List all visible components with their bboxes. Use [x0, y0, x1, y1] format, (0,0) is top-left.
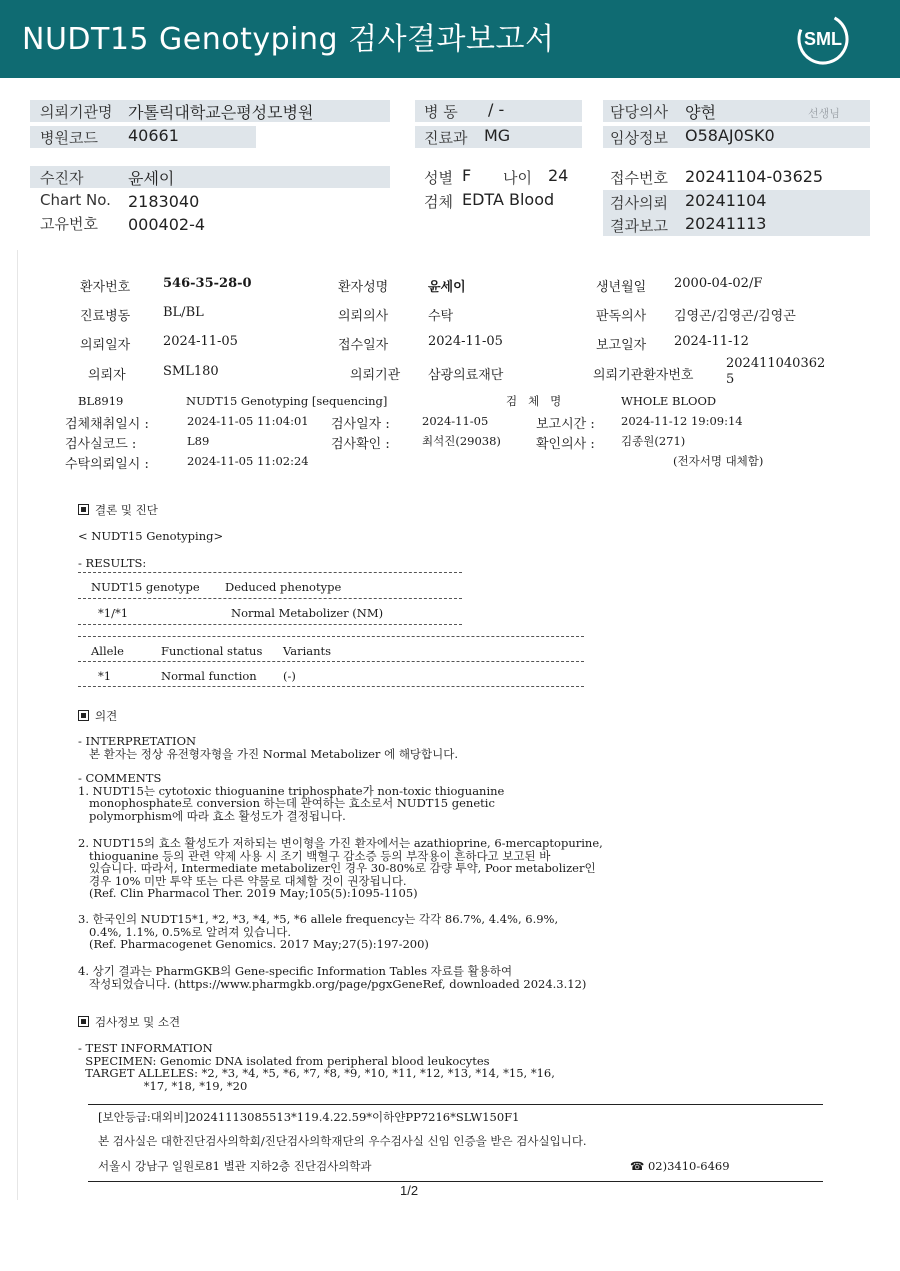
interpretation: - INTERPRETATION 본 환자는 정상 유전형자형을 가진 Normal Metabolizer 에 해당합니다.	[78, 734, 459, 761]
reception-no-value: 20241104-03625	[685, 167, 824, 186]
table2-header-allele: Allele	[91, 644, 124, 658]
comment-2: 2. NUDT15의 효소 활성도가 저하되는 변이형을 가진 환자에서는 azathioprine, 6-mercaptopurine, thioguanine 등의 관련 약제 사용 시 조기 백혈구 감소증 등의 부작용이 흔하다고 보고된 바 있습니다. 따라서, Intermediate metabolizer인 경우 30-80%로 감량 투약, Poor metabolizer인 경우 10% 미만 투약 또는 다른 약물로 대체할 것이 권장됩니다. (Ref. Clin Pharmacol Ther. 2019 May;105(5):1095-1105)	[78, 836, 603, 900]
report-time-label: 보고시간 :	[536, 417, 595, 432]
section-testinfo: 검사정보 및 소견	[78, 1016, 180, 1029]
dob-value: 2000-04-02/F	[674, 276, 763, 291]
age-label: 나이	[503, 169, 532, 187]
chart-value: 2183040	[128, 192, 200, 211]
test-name: NUDT15 Genotyping [sequencing]	[186, 394, 388, 408]
clinical-label: 임상정보	[610, 129, 668, 147]
reader-label: 판독의사	[596, 309, 647, 324]
doctor-suffix: 선생님	[808, 107, 840, 120]
section-opinion: 의견	[78, 710, 117, 723]
header-banner	[0, 0, 900, 78]
institution-label: 의뢰기관명	[40, 103, 113, 121]
room-label: 검사실코드 :	[65, 437, 137, 452]
consign-label: 수탁의뢰일시 :	[65, 457, 149, 472]
table2-variants: (-)	[283, 669, 296, 683]
report-time-value: 2024-11-12 19:09:14	[621, 414, 743, 428]
table1-genotype: *1/*1	[98, 606, 129, 620]
comments-1: - COMMENTS 1. NUDT15는 cytotoxic thioguanine triphosphate가 non-toxic thioguanine monophosphate로 conversion 하는데 관여하는 효소로서 NUDT15 genetic polymorphism에 따라 효소 활성도가 결정됩니다.	[78, 771, 505, 823]
inst-pid-value-1: 202411040362	[726, 356, 826, 371]
ward-value: / -	[488, 100, 505, 119]
institution-value: 가톨릭대학교은평성모병원	[128, 103, 314, 122]
svg-text:SML: SML	[804, 29, 842, 49]
result-label: 결과보고	[610, 217, 668, 235]
doctor-value: 양현	[685, 103, 716, 122]
table1-top-rule	[78, 572, 462, 573]
pid-label: 환자번호	[80, 280, 131, 295]
table1-bottom-rule	[78, 624, 462, 625]
security-line: [보안등급:대외비]20241113085513*119.4.22.59*이하얀PP7216*SLW150F1	[98, 1110, 520, 1124]
pid-value: 546-35-28-0	[163, 276, 252, 291]
rep-date-value: 2024-11-12	[674, 334, 749, 349]
rec-date-value: 2024-11-05	[428, 334, 503, 349]
inst-label: 의뢰기관	[350, 368, 401, 383]
ward2-value: BL/BL	[163, 305, 204, 320]
rep-date-label: 보고일자	[596, 338, 647, 353]
dob-label: 생년월일	[596, 280, 647, 295]
dept-value: MG	[484, 126, 511, 145]
hospital-code-value: 40661	[128, 126, 179, 145]
dept-label: 진료과	[424, 129, 468, 147]
requester-label: 의뢰자	[88, 368, 126, 383]
table1-header-phenotype: Deduced phenotype	[225, 580, 342, 594]
footer-top-rule	[88, 1104, 823, 1105]
pname-label: 환자성명	[338, 280, 389, 295]
results-label: - RESULTS:	[78, 556, 147, 570]
table2-function: Normal function	[161, 669, 257, 683]
report-document	[17, 250, 884, 1200]
table2-header-variants: Variants	[283, 644, 332, 658]
req-doc-label: 의뢰의사	[338, 309, 389, 324]
confirm-value: 최석진(29038)	[422, 434, 501, 448]
ward2-label: 진료병동	[80, 309, 131, 324]
comment-4: 4. 상기 결과는 PharmGKB의 Gene-specific Information Tables 자료를 활용하여 작성되었습니다. (https://www.pharmgkb.org/page/pgxGeneRef, downloaded 2024.3.12)	[78, 964, 587, 991]
table1-phenotype: Normal Metabolizer (NM)	[231, 606, 384, 620]
test-date-value: 2024-11-05	[422, 414, 489, 428]
patient-value: 윤세이	[128, 169, 175, 188]
sml-logo	[796, 12, 850, 66]
phone-line: ☎ 02)3410-6469	[630, 1159, 730, 1173]
section-bullet-icon	[78, 710, 89, 721]
specimen-label: 검체	[424, 193, 453, 211]
esign-note: (전자서명 대체함)	[673, 454, 764, 468]
footer-bottom-rule	[88, 1181, 823, 1182]
rec-date-label: 접수일자	[338, 338, 389, 353]
patient-row-bg	[30, 166, 390, 188]
test-date-label: 검사일자 :	[331, 417, 390, 432]
patient-label: 수진자	[40, 169, 84, 187]
request-value: 20241104	[685, 191, 767, 210]
section-bullet-icon	[78, 1016, 89, 1027]
test-information: - TEST INFORMATION SPECIMEN: Genomic DNA isolated from peripheral blood leukocytes TARGET ALLELES: *2, *3, *4, *5, *6, *7, *8, *9, *10, *11, *12, *13, *14, *15, *16, *17, *18, *19, *20	[78, 1041, 555, 1093]
hospital-code-label: 병원코드	[40, 129, 98, 147]
comment-3: 3. 한국인의 NUDT15*1, *2, *3, *4, *5, *6 allele frequency는 각각 86.7%, 4.4%, 6.9%, 0.4%, 1.1%, 0.5%로 알려져 있습니다. (Ref. Pharmacogenet Genomics. 2017 May;27(5):197-200)	[78, 912, 559, 951]
certification-line: 본 검사실은 대한진단검사의학회/진단검사의학재단의 우수검사실 신임 인증을 받은 검사실입니다.	[98, 1134, 587, 1148]
consign-value: 2024-11-05 11:02:24	[187, 454, 309, 468]
table2-top-rule	[78, 636, 584, 637]
address-line: 서울시 강남구 일원로81 별관 지하2층 진단검사의학과	[98, 1159, 372, 1173]
room-value: L89	[187, 434, 210, 448]
page-number: 1/2	[400, 1183, 419, 1198]
collect-label: 검체채취일시 :	[65, 417, 149, 432]
confirm-doc-label: 확인의사 :	[536, 437, 595, 452]
collect-value: 2024-11-05 11:04:01	[187, 414, 309, 428]
report-title: NUDT15 Genotyping 검사결과보고서	[22, 22, 555, 57]
clinical-value: O58AJ0SK0	[685, 126, 775, 145]
table2-allele: *1	[98, 669, 112, 683]
pname-value: 윤세이	[428, 280, 466, 295]
section-conclusion: 결론 및 진단	[78, 504, 158, 517]
reception-no-label: 접수번호	[610, 169, 668, 187]
confirm-label: 검사확인 :	[331, 437, 390, 452]
result-value: 20241113	[685, 214, 767, 233]
spec-value: WHOLE BLOOD	[621, 394, 717, 408]
sex-value: F	[462, 166, 472, 185]
table2-mid-rule	[78, 661, 584, 662]
table2-header-function: Functional status	[161, 644, 263, 658]
specimen-value: EDTA Blood	[462, 190, 555, 209]
unique-label: 고유번호	[40, 215, 98, 233]
chart-label: Chart No.	[40, 191, 111, 209]
unique-value: 000402-4	[128, 215, 206, 234]
age-value: 24	[548, 166, 569, 185]
req-date-label: 의뢰일자	[80, 338, 131, 353]
table1-header-genotype: NUDT15 genotype	[91, 580, 200, 594]
requester-value: SML180	[163, 364, 219, 379]
ward-label: 병 동	[424, 103, 458, 121]
table1-mid-rule	[78, 598, 462, 599]
confirm-doc-value: 김종원(271)	[621, 434, 686, 448]
spec-label: 검 체 명	[506, 394, 562, 408]
table2-bottom-rule	[78, 686, 584, 687]
test-code: BL8919	[78, 394, 124, 408]
doctor-label: 담당의사	[610, 103, 668, 121]
req-date-value: 2024-11-05	[163, 334, 238, 349]
inst-value: 삼광의료재단	[428, 368, 504, 383]
section-bullet-icon	[78, 504, 89, 515]
reader-value: 김영곤/김영곤/김영곤	[674, 309, 796, 324]
inst-pid-label: 의뢰기관환자번호	[593, 368, 694, 383]
request-label: 검사의뢰	[610, 194, 668, 212]
subheading-genotyping: < NUDT15 Genotyping>	[78, 529, 224, 543]
sex-label: 성별	[424, 169, 453, 187]
req-doc-value: 수탁	[428, 309, 454, 324]
inst-pid-value-2: 5	[726, 372, 735, 387]
